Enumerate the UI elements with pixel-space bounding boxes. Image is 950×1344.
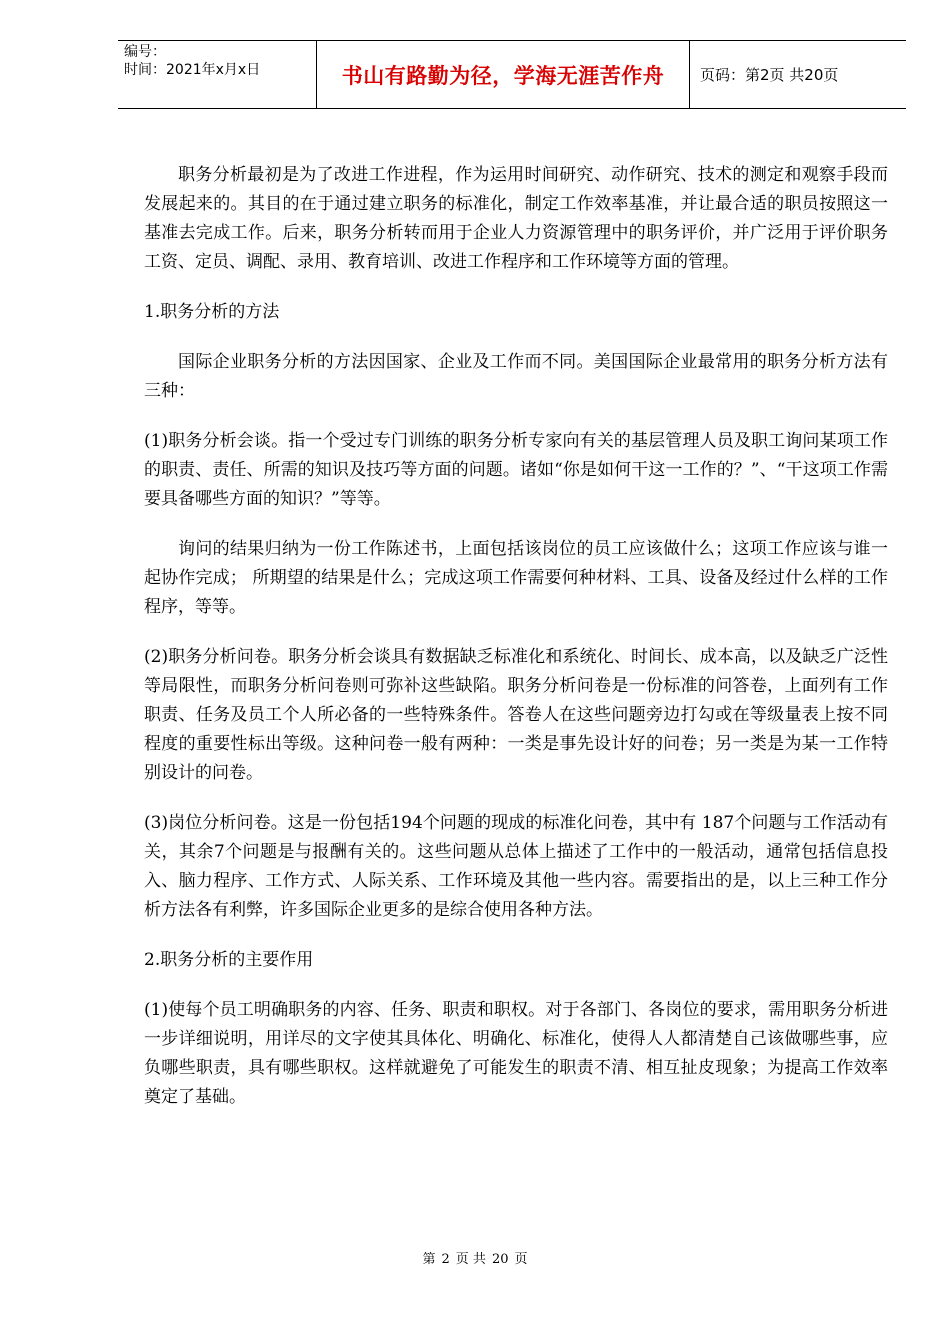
header-number-label: 编号： (124, 44, 166, 60)
footer-page-total: 20 (491, 1252, 509, 1267)
page-header (118, 40, 906, 109)
footer-mid: 页 共 (455, 1252, 486, 1267)
paragraph-method-position-questionnaire: (3)岗位分析问卷。这是一份包括194个问题的现成的标准化问卷，其中有 187个问题与工作活动有关，其余7个问题是与报酬有关的。这些问题从总体上描述了工作中的一般活动，通常包括信息投入、脑力程序、工作方式、人际关系、工作环境及其他一些内容。需要指出的是，以上三种工作分析方法各有利弊，许多国际企业更多的是综合使用各种方法。 (144, 813, 888, 920)
paragraph-method-questionnaire: (2)职务分析问卷。职务分析会谈具有数据缺乏标准化和系统化、时间长、成本高，以及缺乏广泛性等局限性，而职务分析问卷则可弥补这些缺陷。职务分析问卷是一份标准的问答卷，上面列有工作职责、任务及员工个人所必备的一些特殊条件。答卷人在这些问题旁边打勾或在等级量表上按不同程度的重要性标出等级。这种问卷一般有两种：一类是事先设计好的问卷；另一类是为某一工作特别设计的问卷。 (144, 647, 888, 783)
footer-prefix: 第 (422, 1252, 436, 1267)
paragraph-interview-result: 询问的结果归纳为一份工作陈述书，上面包括该岗位的员工应该做什么；这项工作应该与谁一起协作完成； 所期望的结果是什么；完成这项工作需要何种材料、工具、设备及经过什么样的工作程序，等等。 (144, 539, 888, 617)
paragraph-intro: 职务分析最初是为了改进工作进程，作为运用时间研究、动作研究、技术的测定和观察手段而发展起来的。其目的在于通过建立职务的标准化，制定工作效率基准，并让最合适的职员按照这一基准去完成工作。后来，职务分析转而用于企业人力资源管理中的职务评价，并广泛用于评价职务工资、定员、调配、录用、教育培训、改进工作程序和工作环境等方面的管理。 (144, 165, 888, 272)
header-page-info: 页码：第2页 共20页 (700, 66, 839, 84)
footer-suffix: 页 (514, 1252, 528, 1267)
section-heading-methods: 1.职务分析的方法 (144, 302, 280, 322)
header-time-label: 时间：2021年x月x日 (124, 62, 261, 78)
page-footer (0, 1248, 950, 1267)
paragraph-methods-intro: 国际企业职务分析的方法因国家、企业及工作而不同。美国国际企业最常用的职务分析方法有三种： (144, 352, 888, 401)
section-heading-functions: 2.职务分析的主要作用 (144, 950, 314, 970)
paragraph-method-interview: (1)职务分析会谈。指一个受过专门训练的职务分析专家向有关的基层管理人员及职工询问某项工作的职责、责任、所需的知识及技巧等方面的问题。诸如“你是如何干这一工作的？”、“干这项工作需要具备哪些方面的知识？”等等。 (144, 431, 888, 509)
header-meta (118, 41, 316, 108)
header-motto: 书山有路勤为径，学海无涯苦作舟 (316, 41, 690, 108)
paragraph-function-1: (1)使每个员工明确职务的内容、任务、职责和职权。对于各部门、各岗位的要求，需用职务分析进一步详细说明，用详尽的文字使其具体化、明确化、标准化，使得人人都清楚自己该做哪些事，应负哪些职责，具有哪些职权。这样就避免了可能发生的职责不清、相互扯皮现象；为提高工作效率奠定了基础。 (144, 1000, 888, 1107)
document-body (144, 161, 888, 1133)
footer-page-current: 2 (441, 1252, 450, 1267)
